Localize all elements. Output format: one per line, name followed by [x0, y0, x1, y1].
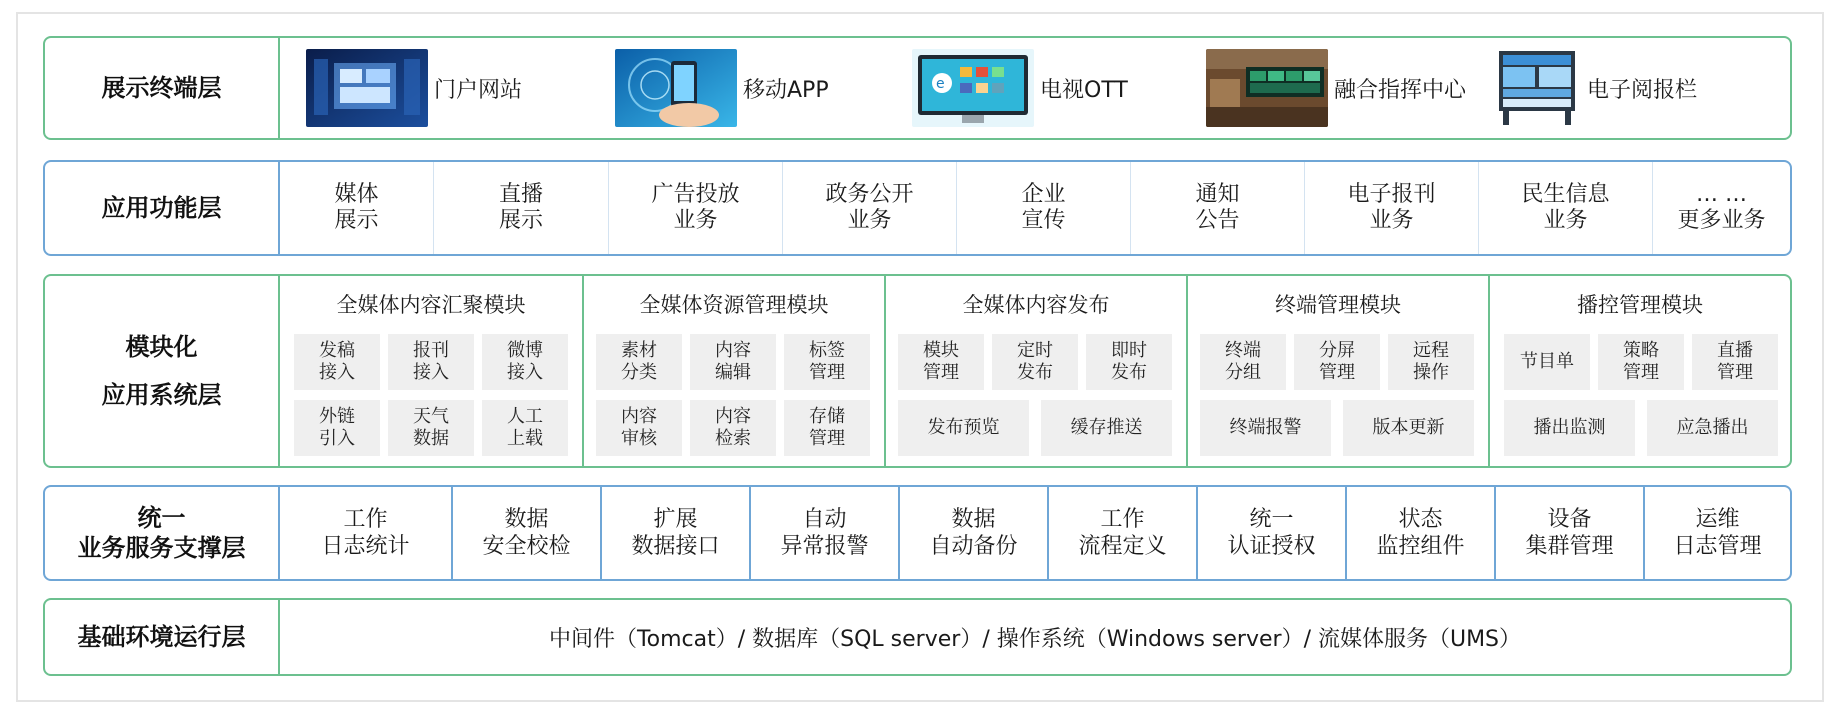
app-function-item [1652, 162, 1790, 254]
module-box-line: 节目单 [1520, 351, 1574, 372]
module-box-line: 编辑 [715, 362, 751, 383]
support-line: 流程定义 [1078, 534, 1167, 559]
module-function-box [388, 334, 474, 390]
terminal-label: 门户网站 [434, 77, 523, 103]
module-function-box [294, 400, 380, 456]
app-function-line: 展示 [334, 208, 379, 233]
terminal-label: 电子阅报栏 [1587, 77, 1698, 103]
support-line: 自动 [802, 507, 847, 532]
module-column-terminal-management [1186, 276, 1488, 466]
module-function-box [388, 400, 474, 456]
app-function-item [782, 162, 956, 254]
support-item [1345, 487, 1494, 579]
module-function-box [1200, 334, 1286, 390]
support-line: 监控组件 [1376, 534, 1465, 559]
mobile-app-thumbnail [615, 49, 737, 127]
layer-label-line: 应用系统层 [101, 381, 222, 409]
terminal-e-newspaper-kiosk [1493, 38, 1697, 138]
module-box-line: 终端 [1225, 340, 1261, 361]
module-box-line: 接入 [319, 362, 355, 383]
layer-label-line: 业务服务支撑层 [77, 534, 246, 562]
service-support-layer [43, 485, 1792, 581]
support-item [1196, 487, 1345, 579]
module-box-line: 接入 [507, 362, 543, 383]
portal-website-thumbnail [306, 49, 428, 127]
support-item [1643, 487, 1790, 579]
support-line: 设备 [1547, 507, 1592, 532]
module-title: 全媒体资源管理模块 [639, 293, 829, 317]
module-function-box [992, 334, 1078, 390]
layer-label-module [45, 276, 280, 466]
app-function-item [433, 162, 608, 254]
app-function-line: 业务 [1369, 208, 1414, 233]
module-function-box [482, 334, 568, 390]
support-item [280, 487, 451, 579]
app-function-line: 通知 [1195, 182, 1240, 207]
module-column-content-aggregation [280, 276, 582, 466]
support-line: 工作 [343, 507, 388, 532]
support-line: 数据 [504, 507, 549, 532]
app-function-line: 企业 [1021, 182, 1066, 207]
app-function-line: 业务 [1543, 208, 1588, 233]
module-function-box [1200, 400, 1331, 456]
module-column-broadcast-control [1488, 276, 1790, 466]
module-function-box [1598, 334, 1684, 390]
support-line: 扩展 [653, 507, 698, 532]
module-box-line: 远程 [1413, 340, 1449, 361]
layer-label-line: 基础环境运行层 [77, 623, 246, 651]
support-item [451, 487, 600, 579]
module-box-line: 标签 [809, 340, 845, 361]
module-box-line: 天气 [413, 406, 449, 427]
module-box-line: 发布预览 [927, 417, 1000, 438]
app-function-item [956, 162, 1130, 254]
module-function-box [1504, 334, 1590, 390]
terminal-label: 融合指挥中心 [1334, 77, 1467, 103]
module-box-line: 发布 [1017, 362, 1053, 383]
support-line: 集群管理 [1525, 534, 1614, 559]
layer-label-base [45, 600, 280, 674]
support-line: 日志统计 [321, 534, 410, 559]
module-box-line: 审核 [621, 428, 657, 449]
support-line: 状态 [1398, 507, 1443, 532]
module-box-line: 发布 [1111, 362, 1147, 383]
support-item [749, 487, 898, 579]
terminal-portal-website [306, 38, 522, 138]
support-line: 异常报警 [780, 534, 869, 559]
module-column-content-publishing [884, 276, 1186, 466]
module-title: 全媒体内容发布 [962, 293, 1110, 317]
module-box-line: 报刊 [413, 340, 449, 361]
module-box-line: 检索 [715, 428, 751, 449]
module-function-box [596, 400, 682, 456]
module-box-line: 即时 [1111, 340, 1147, 361]
support-item [1494, 487, 1643, 579]
modular-application-layer [43, 274, 1792, 468]
module-box-line: 内容 [715, 340, 751, 361]
terminal-tv-ott [912, 38, 1128, 138]
support-line: 认证授权 [1227, 534, 1316, 559]
module-box-line: 素材 [621, 340, 657, 361]
module-box-line: 版本更新 [1372, 417, 1445, 438]
module-function-box [690, 334, 776, 390]
module-box-line: 管理 [809, 362, 845, 383]
module-function-box [1294, 334, 1380, 390]
app-function-line: 宣传 [1021, 208, 1066, 233]
module-box-line: 管理 [923, 362, 959, 383]
module-box-line: 数据 [413, 428, 449, 449]
support-line: 自动备份 [929, 534, 1018, 559]
module-box-line: 操作 [1413, 362, 1449, 383]
module-function-box [1086, 334, 1172, 390]
support-item [1047, 487, 1196, 579]
module-title: 全媒体内容汇聚模块 [336, 293, 526, 317]
module-box-line: 缓存推送 [1070, 417, 1143, 438]
app-function-line: 业务 [673, 208, 718, 233]
app-function-line: 民生信息 [1521, 182, 1610, 207]
module-function-box [1041, 400, 1172, 456]
module-box-line: 管理 [1623, 362, 1659, 383]
module-box-line: 直播 [1717, 340, 1753, 361]
layer-label-line: 统一 [137, 504, 186, 532]
module-column-resource-management [582, 276, 884, 466]
support-line: 数据接口 [631, 534, 720, 559]
app-function-line: 展示 [498, 208, 543, 233]
app-function-item [1478, 162, 1652, 254]
layer-label-line: 展示终端层 [101, 74, 222, 102]
terminal-command-center [1206, 38, 1466, 138]
app-function-line: 业务 [847, 208, 892, 233]
module-function-box [1343, 400, 1474, 456]
svg-text:e: e [936, 76, 945, 92]
module-box-line: 终端报警 [1229, 417, 1302, 438]
module-function-box [1647, 400, 1778, 456]
app-function-line: 媒体 [334, 182, 379, 207]
layer-label-line: 应用功能层 [101, 194, 222, 222]
module-function-box [898, 334, 984, 390]
module-box-line: 管理 [809, 428, 845, 449]
module-function-box [784, 400, 870, 456]
module-box-line: 存储 [809, 406, 845, 427]
app-function-line: 直播 [498, 182, 543, 207]
layer-label-line: 模块化 [125, 333, 198, 361]
module-box-line: 外链 [319, 406, 355, 427]
support-item [600, 487, 749, 579]
display-terminal-layer [43, 36, 1792, 140]
terminal-mobile-app [615, 38, 829, 138]
module-box-line: 分组 [1225, 362, 1261, 383]
terminal-label: 电视OTT [1040, 77, 1128, 103]
module-function-box [1388, 334, 1474, 390]
app-function-line: 电子报刊 [1347, 182, 1436, 207]
app-function-line: 广告投放 [651, 182, 740, 207]
module-function-box [482, 400, 568, 456]
module-box-line: 微博 [507, 340, 543, 361]
support-line: 工作 [1100, 507, 1145, 532]
module-title: 终端管理模块 [1275, 293, 1401, 317]
module-box-line: 引入 [319, 428, 355, 449]
app-function-item [608, 162, 782, 254]
terminal-label: 移动APP [743, 77, 829, 103]
module-box-line: 管理 [1717, 362, 1753, 383]
support-line: 运维 [1695, 507, 1740, 532]
application-function-layer [43, 160, 1792, 256]
module-function-box [596, 334, 682, 390]
module-box-line: 上载 [507, 428, 543, 449]
module-title: 播控管理模块 [1577, 293, 1703, 317]
app-function-line: 更多业务 [1677, 208, 1766, 233]
support-line: 数据 [951, 507, 996, 532]
app-function-line: 公告 [1195, 208, 1240, 233]
support-item [898, 487, 1047, 579]
module-box-line: 应急播出 [1676, 417, 1749, 438]
module-box-line: 分屏 [1319, 340, 1355, 361]
module-function-box [1692, 334, 1778, 390]
module-box-line: 接入 [413, 362, 449, 383]
module-box-line: 模块 [923, 340, 959, 361]
module-box-line: 播出监测 [1533, 417, 1606, 438]
e-newspaper-kiosk-thumbnail [1493, 49, 1581, 127]
module-box-line: 分类 [621, 362, 657, 383]
module-box-line: 管理 [1319, 362, 1355, 383]
module-box-line: 发稿 [319, 340, 355, 361]
base-environment-description: 中间件（Tomcat）/ 数据库（SQL server）/ 操作系统（Windows server）/ 流媒体服务（UMS） [548, 626, 1522, 652]
app-function-line: … … [1696, 182, 1747, 207]
module-box-line: 定时 [1017, 340, 1053, 361]
support-line: 日志管理 [1673, 534, 1762, 559]
module-box-line: 内容 [715, 406, 751, 427]
app-function-item [1130, 162, 1304, 254]
app-function-item [280, 162, 433, 254]
module-function-box [1504, 400, 1635, 456]
module-function-box [690, 400, 776, 456]
module-function-box [294, 334, 380, 390]
layer-label-support [45, 487, 280, 579]
layer-label-display [45, 38, 280, 138]
module-function-box [898, 400, 1029, 456]
support-line: 统一 [1249, 507, 1294, 532]
layer-label-app [45, 162, 280, 254]
module-box-line: 内容 [621, 406, 657, 427]
module-function-box [784, 334, 870, 390]
tv-ott-thumbnail [912, 49, 1034, 127]
module-box-line: 策略 [1623, 340, 1659, 361]
support-line: 安全校检 [482, 534, 571, 559]
command-center-thumbnail [1206, 49, 1328, 127]
app-function-line: 政务公开 [825, 182, 914, 207]
module-box-line: 人工 [507, 406, 543, 427]
base-environment-layer [43, 598, 1792, 676]
app-function-item [1304, 162, 1478, 254]
